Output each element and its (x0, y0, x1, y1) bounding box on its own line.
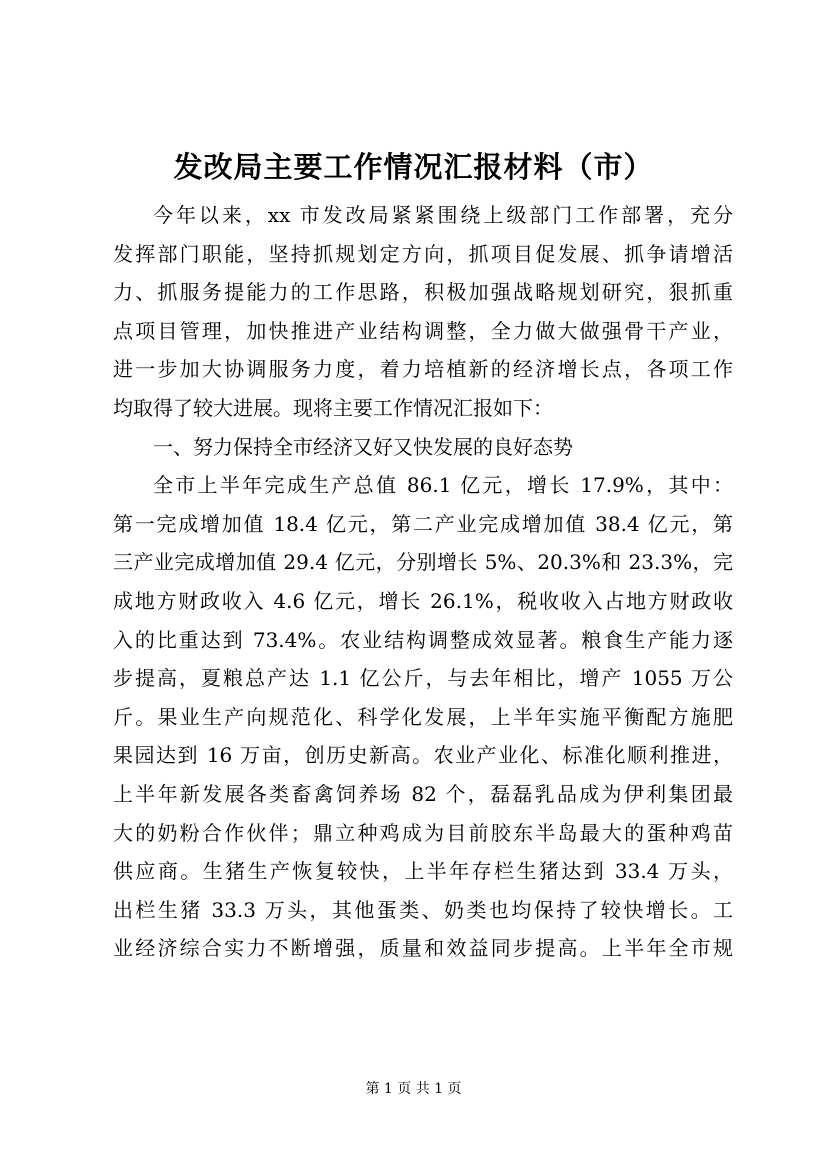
text-line: 发挥部门职能，坚持抓规划定方向，抓项目促发展、抓争请增活 (113, 241, 733, 266)
text-line: 力、抓服务提能力的工作思路，积极加强战略规划研究，狠抓重 (113, 280, 733, 305)
text-line: 出栏生猪 33.3 万头，其他蛋类、奶类也均保持了较快增长。工 (113, 897, 733, 922)
text-line: 第一完成增加值 18.4 亿元，第二产业完成增加值 38.4 亿元，第 (113, 511, 733, 536)
text-line: 三产业完成增加值 29.4 亿元，分别增长 5%、20.3%和 23.3%，完 (113, 550, 733, 575)
text-line: 入的比重达到 73.4%。农业结构调整成效显著。粮食生产能力逐 (113, 627, 733, 652)
text-line: 均取得了较大进展。现将主要工作情况汇报如下： (113, 395, 553, 420)
text-line: 进一步加大协调服务力度，着力培植新的经济增长点，各项工作 (113, 357, 733, 382)
text-line: 今年以来，xx 市发改局紧紧围绕上级部门工作部署，充分 (153, 203, 733, 227)
document-title: 发改局主要工作情况汇报材料（市） (173, 150, 654, 184)
section-heading: 一、努力保持全市经济又好又快发展的良好态势 (153, 434, 573, 459)
text-line: 果园达到 16 万亩，创历史新高。农业产业化、标准化顺利推进， (113, 743, 733, 768)
text-line: 上半年新发展各类畜禽饲养场 82 个，磊磊乳品成为伊利集团最 (113, 781, 733, 806)
text-line: 步提高，夏粮总产达 1.1 亿公斤，与去年相比，增产 1055 万公 (113, 666, 733, 691)
text-line: 全市上半年完成生产总值 86.1 亿元，增长 17.9%，其中： (153, 473, 733, 498)
text-line: 供应商。生猪生产恢复较快，上半年存栏生猪达到 33.4 万头， (113, 859, 733, 884)
text-line: 斤。果业生产向规范化、科学化发展，上半年实施平衡配方施肥 (113, 704, 733, 729)
text-line: 点项目管理，加快推进产业结构调整，全力做大做强骨干产业， (113, 318, 733, 343)
document-body (113, 196, 733, 968)
page-number-footer: 第 1 页 共 1 页 (365, 1081, 462, 1097)
text-line: 大的奶粉合作伙伴；鼎立种鸡成为目前胶东半岛最大的蛋种鸡苗 (113, 820, 733, 845)
text-line: 业经济综合实力不断增强，质量和效益同步提高。上半年全市规 (113, 936, 733, 961)
text-line: 成地方财政收入 4.6 亿元，增长 26.1%，税收收入占地方财政收 (113, 588, 733, 613)
